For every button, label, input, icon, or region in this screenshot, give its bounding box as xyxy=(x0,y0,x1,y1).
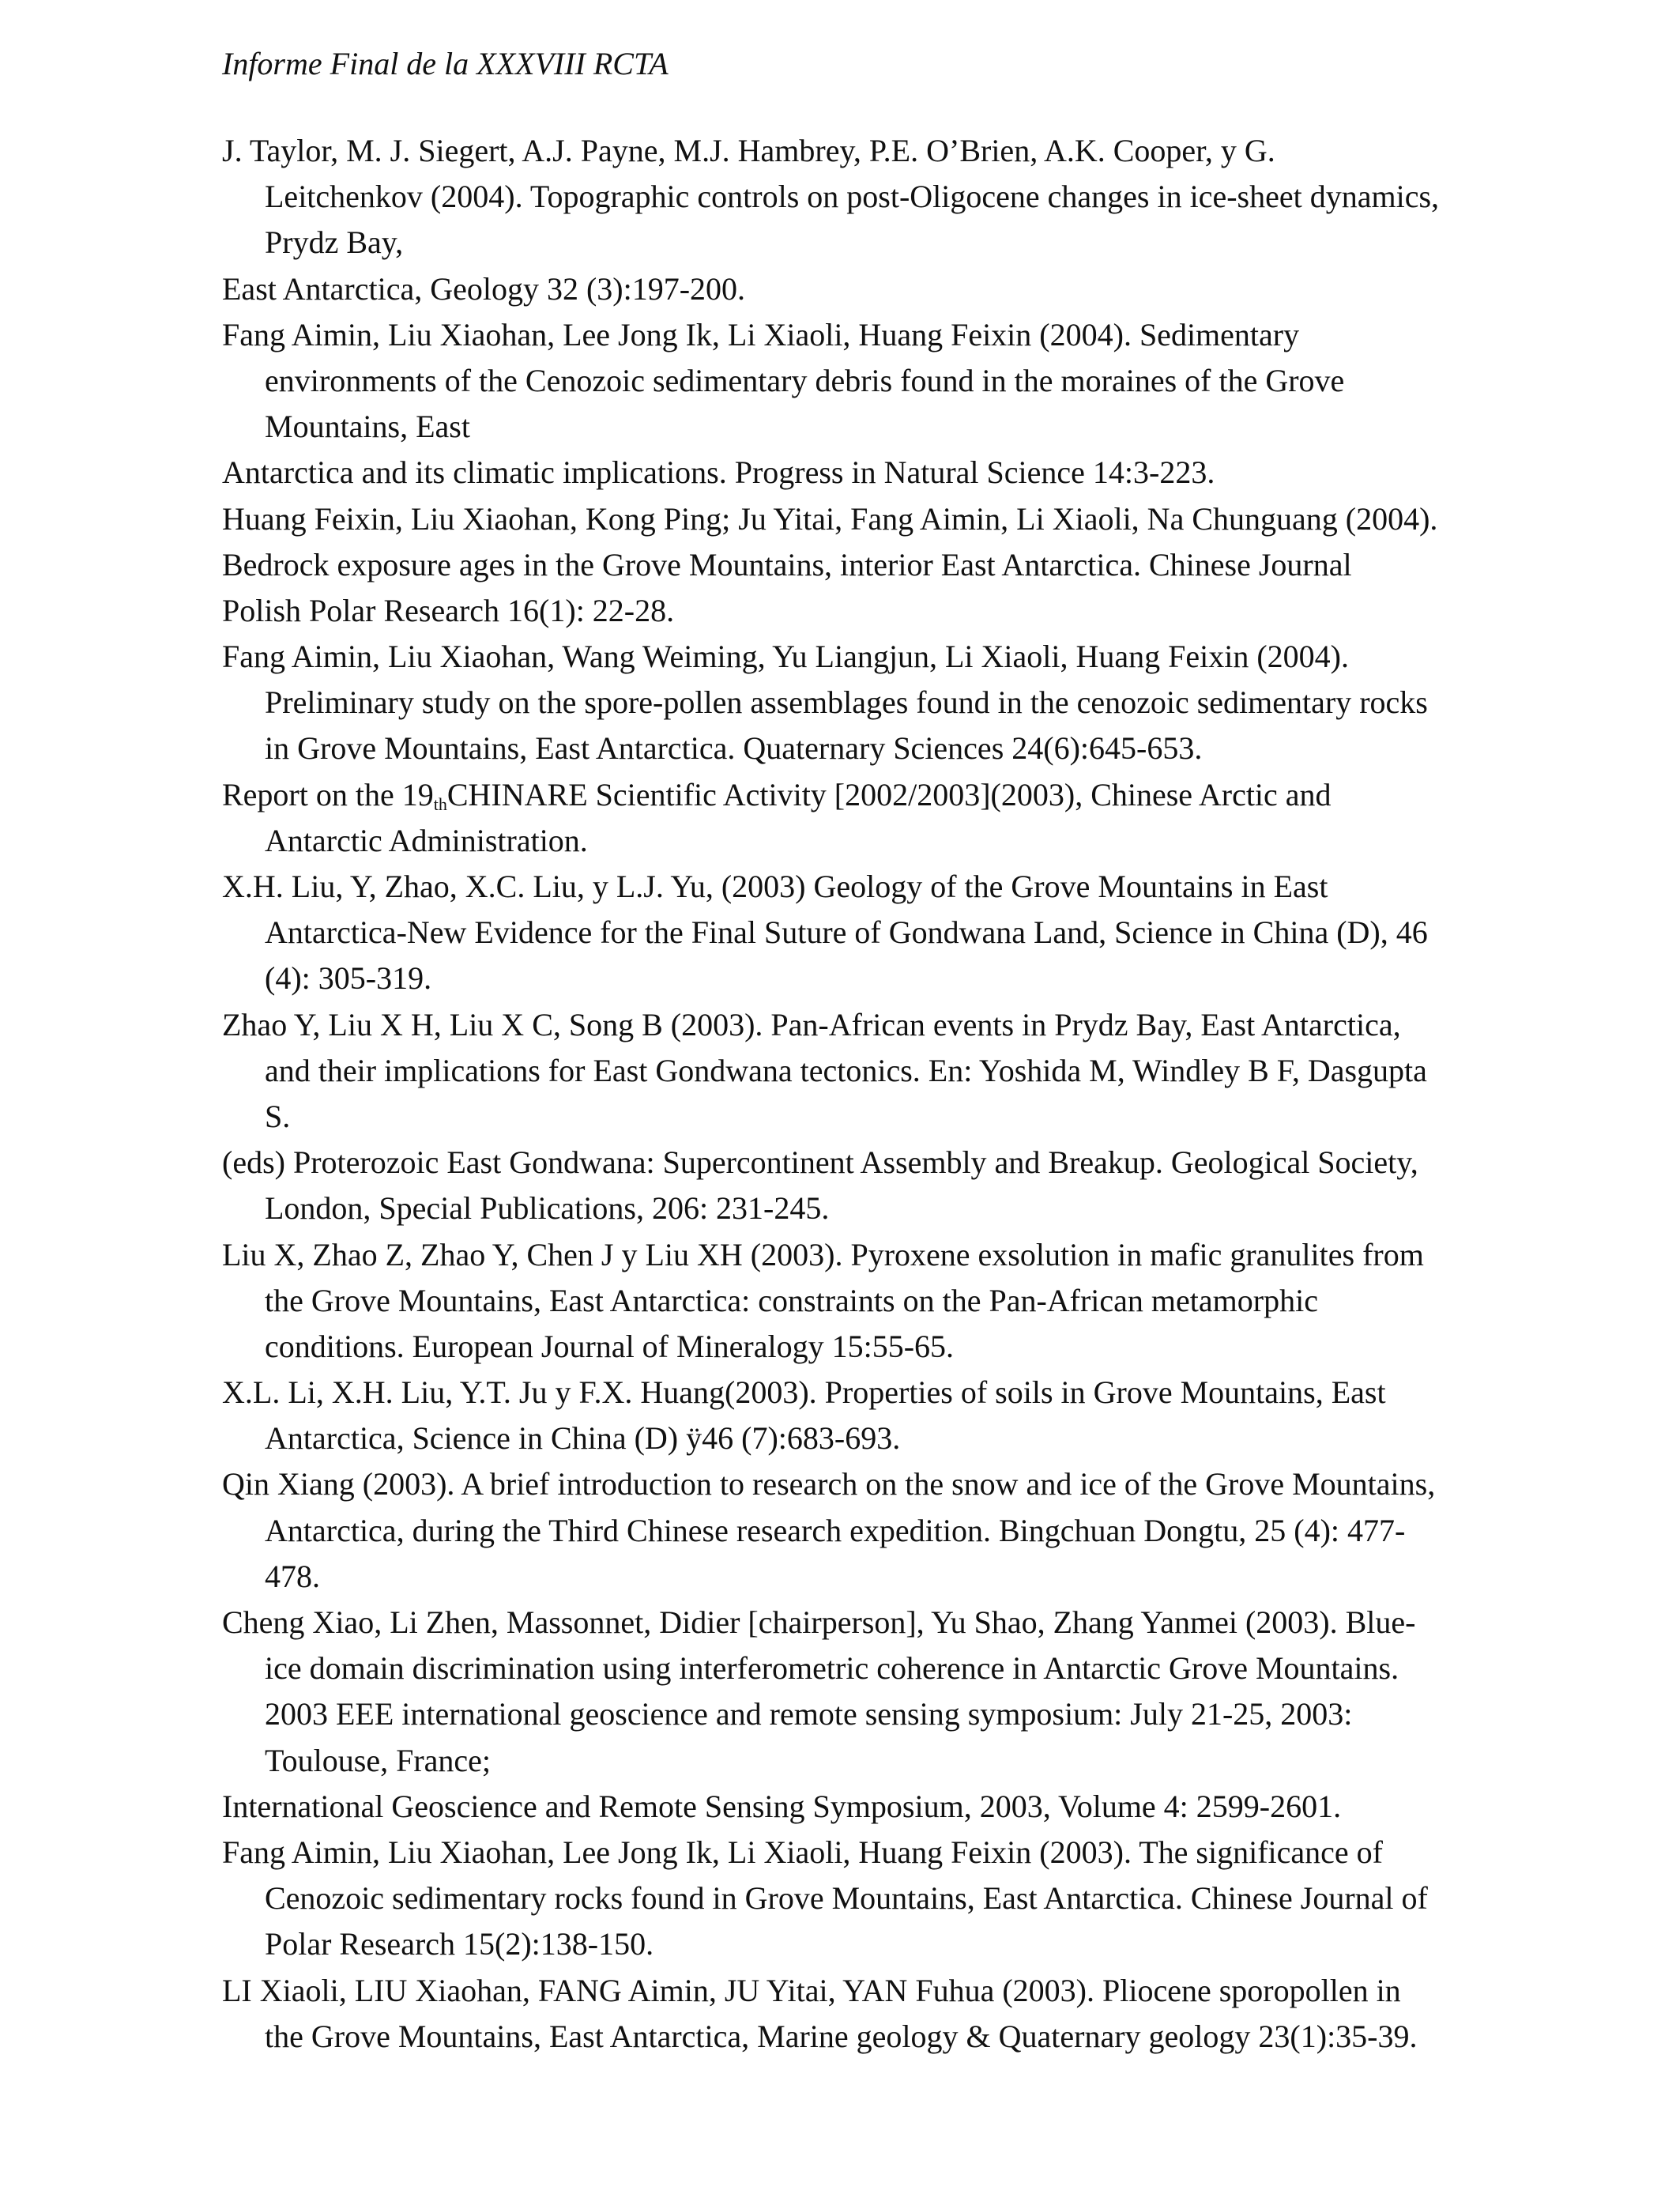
reference-line: LI Xiaoli, LIU Xiaohan, FANG Aimin, JU Yitai, YAN Fuhua (2003). Pliocene sporopollen in xyxy=(222,1972,1401,2008)
reference-line: Antarctica, Science in China (D) ÿ46 (7):683-693. xyxy=(265,1420,901,1457)
reference-line: Bedrock exposure ages in the Grove Mountains, interior East Antarctica. Chinese Journal xyxy=(222,546,1352,582)
reference-text: CHINARE Scientific Activity [2002/2003](2003), Chinese Arctic and xyxy=(446,776,1332,812)
reference-line: Antarctica-New Evidence for the Final Suture of Gondwana Land, Science in China (D), 46 xyxy=(265,914,1428,951)
reference-line: Liu X, Zhao Z, Zhao Y, Chen J y Liu XH (2003). Pyroxene exsolution in mafic granulites from xyxy=(222,1236,1424,1272)
reference-line: (eds) Proterozoic East Gondwana: Supercontinent Assembly and Breakup. Geological Society, xyxy=(222,1144,1418,1181)
reference-line: Qin Xiang (2003). A brief introduction to research on the snow and ice of the Grove Mountains, xyxy=(222,1466,1436,1502)
reference-line: (4): 305-319. xyxy=(265,960,432,997)
reference-line: International Geoscience and Remote Sensing Symposium, 2003, Volume 4: 2599-2601. xyxy=(222,1788,1342,1824)
reference-line: Prydz Bay, xyxy=(265,224,404,261)
reference-line: Antarctica, during the Third Chinese research expedition. Bingchuan Dongtu, 25 (4): 477- xyxy=(265,1512,1406,1548)
reference-line: conditions. European Journal of Mineralogy 15:55-65. xyxy=(265,1328,955,1364)
reference-line xyxy=(222,772,1486,818)
reference-text: Report on the 19 xyxy=(222,776,434,812)
reference-line: Polish Polar Research 16(1): 22-28. xyxy=(222,592,675,628)
reference-line: J. Taylor, M. J. Siegert, A.J. Payne, M.J. Hambrey, P.E. O’Brien, A.K. Cooper, y G. xyxy=(222,133,1275,168)
reference-line: and their implications for East Gondwana tectonics. En: Yoshida M, Windley B F, Dasgupta xyxy=(265,1052,1427,1088)
reference-list xyxy=(222,128,1486,2060)
reference-line: Cheng Xiao, Li Zhen, Massonnet, Didier [chairperson], Yu Shao, Zhang Yanmei (2003). Blue- xyxy=(222,1604,1416,1640)
reference-line: 2003 EEE international geoscience and remote sensing symposium: July 21-25, 2003: xyxy=(265,1696,1353,1732)
reference-line: London, Special Publications, 206: 231-245. xyxy=(265,1190,830,1227)
reference-line: S. xyxy=(265,1098,291,1134)
reference-line: Preliminary study on the spore-pollen assemblages found in the cenozoic sedimentary rocks xyxy=(265,684,1428,721)
reference-line: Antarctica and its climatic implications. Progress in Natural Science 14:3-223. xyxy=(222,454,1215,491)
reference-line: the Grove Mountains, East Antarctica, Marine geology & Quaternary geology 23(1):35-39. xyxy=(265,2018,1418,2054)
reference-line: Cenozoic sedimentary rocks found in Grove Mountains, East Antarctica. Chinese Journal of xyxy=(265,1880,1428,1917)
reference-line: Leitchenkov (2004). Topographic controls on post-Oligocene changes in ice-sheet dynamics, xyxy=(265,179,1440,215)
reference-line: ice domain discrimination using interferometric coherence in Antarctic Grove Mountains. xyxy=(265,1650,1399,1687)
reference-line: 478. xyxy=(265,1558,320,1594)
reference-line: Polar Research 15(2):138-150. xyxy=(265,1926,654,1962)
reference-line: Zhao Y, Liu X H, Liu X C, Song B (2003). Pan-African events in Prydz Bay, East Antarctica, xyxy=(222,1006,1401,1042)
reference-line: Fang Aimin, Liu Xiaohan, Wang Weiming, Yu Liangjun, Li Xiaoli, Huang Feixin (2004). xyxy=(222,639,1349,675)
reference-line: Mountains, East xyxy=(265,409,470,445)
running-header: Informe Final de la XXXVIII RCTA xyxy=(222,46,669,81)
reference-line: East Antarctica, Geology 32 (3):197-200. xyxy=(222,270,746,307)
reference-line: Antarctic Administration. xyxy=(265,822,588,858)
reference-line: Huang Feixin, Liu Xiaohan, Kong Ping; Ju Yitai, Fang Aimin, Li Xiaoli, Na Chunguang (2004). xyxy=(222,500,1438,537)
reference-line: Toulouse, France; xyxy=(265,1742,492,1778)
reference-line: Fang Aimin, Liu Xiaohan, Lee Jong Ik, Li Xiaoli, Huang Feixin (2003). The significance of xyxy=(222,1834,1383,1870)
ordinal-subscript: th xyxy=(433,794,447,814)
reference-line: environments of the Cenozoic sedimentary debris found in the moraines of the Grove xyxy=(265,362,1345,398)
reference-line: the Grove Mountains, East Antarctica: constraints on the Pan-African metamorphic xyxy=(265,1282,1318,1318)
reference-line: X.L. Li, X.H. Liu, Y.T. Ju y F.X. Huang(2003). Properties of soils in Grove Mountains, East xyxy=(222,1374,1386,1411)
reference-line: X.H. Liu, Y, Zhao, X.C. Liu, y L.J. Yu, (2003) Geology of the Grove Mountains in East xyxy=(222,869,1328,904)
reference-line: Fang Aimin, Liu Xiaohan, Lee Jong Ik, Li Xiaoli, Huang Feixin (2004). Sedimentary xyxy=(222,316,1300,352)
reference-line: in Grove Mountains, East Antarctica. Quaternary Sciences 24(6):645-653. xyxy=(265,730,1203,767)
